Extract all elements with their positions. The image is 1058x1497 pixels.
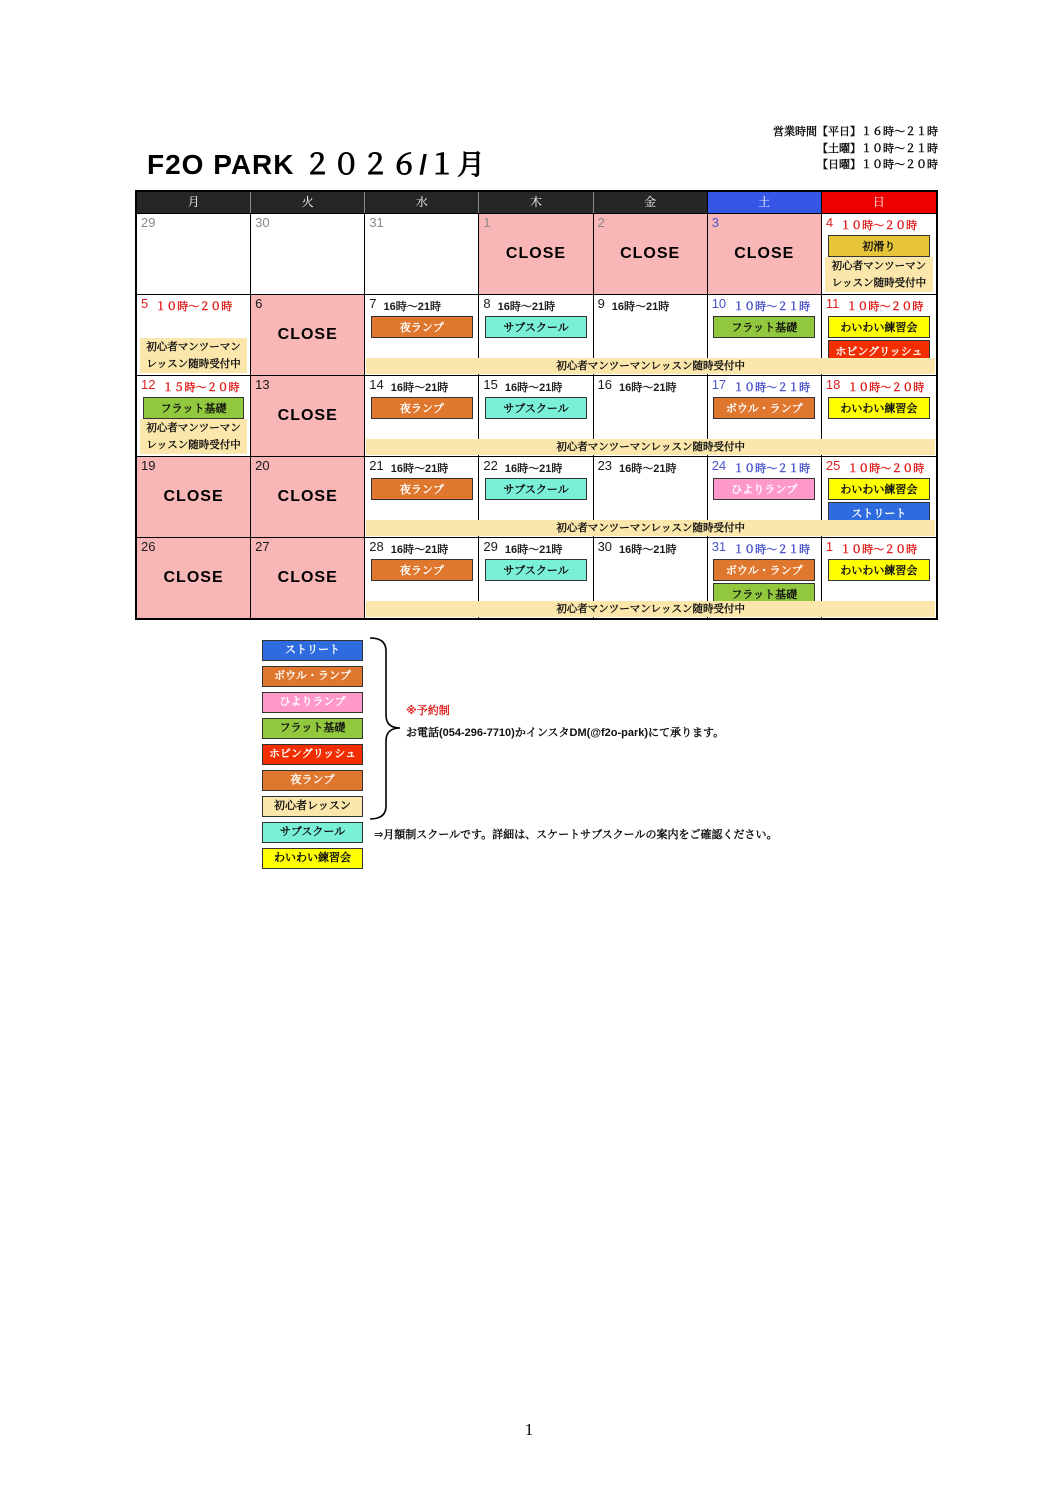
date-cell-top [137,214,250,231]
date-number: 10 [711,296,727,311]
date-number: 18 [825,377,841,392]
legend-item-hoving: ホビングリッシュ [262,744,363,765]
date-number: 6 [255,296,263,311]
date-cell-top [251,376,364,393]
close-label: CLOSE [163,569,224,586]
date-cell-top [365,457,478,476]
event-badge-hiyori: ひよりランプ [713,478,815,500]
event-badge-hatsuberi: 初滑り [828,235,931,257]
date-number: 9 [597,296,605,311]
date-cell-19 [137,457,251,537]
date-number: 15 [483,377,498,392]
calendar-table [135,190,938,620]
date-number: 31 [711,539,727,554]
date-cell-top [137,457,250,474]
event-badge-flat: フラット基礎 [713,583,815,605]
date-cell-3 [708,214,822,294]
weekday-header-saturday: 土 [708,192,822,213]
weekday-header-weekday: 水 [365,192,479,213]
event-badge-flat: フラット基礎 [713,316,815,338]
weekday-header-weekday: 木 [479,192,593,213]
legend-item-waiwai: わいわい練習会 [262,848,363,869]
date-number: 23 [597,458,613,473]
date-cell-top [365,214,478,231]
time-label: 16時〜21時 [619,544,677,556]
time-label: 16時〜21時 [383,301,441,313]
date-number: 26 [141,539,156,554]
calendar-week-row [137,294,936,375]
legend-item-bowl: ボウル・ランプ [262,666,363,687]
date-number: 16 [597,377,613,392]
close-label: CLOSE [277,569,338,586]
time-label: 16時〜21時 [504,382,563,394]
date-cell-top [137,295,250,314]
date-number: 29 [483,539,498,554]
event-badge-subschool: サブスクール [485,397,587,419]
close-label: CLOSE [163,488,224,505]
date-number: 21 [369,458,384,473]
business-hours [773,124,938,174]
subschool-note: ⇒月額制スクールです。詳細は、スケートサブスクールの案内をご確認ください。 [374,829,778,841]
date-cell-13 [251,376,365,456]
legend-item-night: 夜ランプ [262,770,363,791]
beginner-lesson-note: 初心者マンツーマン レッスン随時受付中 [825,257,933,292]
legend-item-hiyori: ひよりランプ [262,692,363,713]
date-cell-top [594,376,707,395]
page-title: F2O PARK ２０２６/１月 [147,149,487,180]
date-cell-top [365,295,478,314]
date-number: 27 [255,539,270,554]
date-number: 7 [369,296,377,311]
event-badge-bowl: ボウル・ランプ [713,397,815,419]
time-label: １０時〜２０時 [155,301,233,313]
date-number: 4 [825,215,834,230]
date-cell-top [708,295,821,314]
date-number: 5 [141,296,149,311]
weekday-header-weekday: 月 [137,192,251,213]
calendar-week-row [137,213,936,294]
date-cell-12 [137,376,251,456]
date-cell-top [479,214,592,231]
event-badge-subschool: サブスクール [485,316,587,338]
time-label: 16時〜21時 [390,382,449,394]
date-number: 17 [711,377,727,392]
date-cell-27 [251,538,365,618]
event-badge-subschool: サブスクール [485,478,587,500]
date-number: 19 [141,458,156,473]
business-hours-sunday: 【日曜】１０時〜２０時 [817,159,938,171]
date-cell-top [594,538,707,557]
date-number: 25 [825,458,841,473]
date-number: 24 [711,458,727,473]
date-cell-top [479,295,592,314]
event-badge-waiwai: わいわい練習会 [828,478,931,500]
event-badge-subschool: サブスクール [485,559,587,581]
date-cell-26 [137,538,251,618]
date-number: 13 [255,377,270,392]
date-cell-top [365,538,478,557]
date-cell-top [137,538,250,555]
date-cell-top [708,376,821,395]
business-hours-weekday: 営業時間【平日】１６時〜２１時 [773,126,938,138]
date-number: 1 [825,539,834,554]
date-cell-31 [365,214,479,294]
time-label: １０時〜２１時 [733,301,811,313]
event-badge-flat: フラット基礎 [143,397,245,419]
time-label: 16時〜21時 [390,463,449,475]
close-label: CLOSE [277,488,338,505]
legend [262,640,363,874]
date-cell-29 [137,214,251,294]
date-cell-top [479,457,592,476]
event-badge-hoving: ホビングリッシュ [828,340,931,362]
time-label: 16時〜21時 [390,544,449,556]
weekday-header-row [137,192,936,213]
weekday-header-sunday: 日 [822,192,936,213]
time-label: １０時〜２１時 [733,544,811,556]
date-number: 11 [825,296,840,311]
time-label: １０時〜２０時 [847,463,925,475]
time-label: 16時〜21時 [611,301,670,313]
beginner-lesson-note: 初心者マンツーマン レッスン随時受付中 [140,338,247,373]
date-cell-top [822,538,936,557]
beginner-lesson-span-note: 初心者マンツーマンレッスン随時受付中 [366,358,935,374]
date-cell-6 [251,295,365,375]
date-cell-4 [822,214,936,294]
date-number: 31 [369,215,384,230]
time-label: １０時〜２１時 [733,382,811,394]
date-number: 1 [483,215,491,230]
calendar-week-row [137,537,936,618]
time-label: １０時〜２０時 [840,220,918,232]
date-cell-1 [479,214,593,294]
date-cell-top [822,457,936,476]
date-cell-top [479,376,592,395]
date-number: 30 [597,539,613,554]
time-label: １０時〜２０時 [847,382,925,394]
weekday-header-weekday: 金 [594,192,708,213]
time-label: １５時〜２０時 [162,382,240,394]
date-number: 14 [369,377,384,392]
beginner-lesson-span-note: 初心者マンツーマンレッスン随時受付中 [366,439,935,455]
date-number: 28 [369,539,384,554]
date-cell-top [251,295,364,312]
date-cell-top [822,295,936,314]
time-label: １０時〜２０時 [840,544,918,556]
close-label: CLOSE [277,326,338,343]
weekday-header-weekday: 火 [251,192,365,213]
date-number: 12 [141,377,156,392]
legend-item-flat: フラット基礎 [262,718,363,739]
event-badge-waiwai: わいわい練習会 [828,397,931,419]
legend-item-street: ストリート [262,640,363,661]
date-number: 22 [483,458,498,473]
business-hours-saturday: 【土曜】１０時〜２１時 [817,142,938,155]
time-label: 16時〜21時 [619,463,677,475]
close-label: CLOSE [620,245,681,262]
date-cell-top [365,376,478,395]
reservation-note [406,702,866,740]
event-badge-night: 夜ランプ [371,316,473,338]
time-label: １０時〜２１時 [733,463,811,475]
date-cell-top [822,376,936,395]
event-badge-night: 夜ランプ [371,478,473,500]
date-cell-top [708,214,821,231]
close-label: CLOSE [505,245,567,262]
date-number: 29 [141,215,156,230]
beginner-lesson-note: 初心者マンツーマン レッスン随時受付中 [140,419,247,454]
time-label: 16時〜21時 [619,382,677,394]
date-cell-5 [137,295,251,375]
date-number: 3 [711,215,719,230]
time-label: 16時〜21時 [497,301,556,313]
date-cell-top [594,295,707,314]
date-cell-top [251,538,364,555]
event-badge-night: 夜ランプ [371,397,473,419]
date-cell-top [708,457,821,476]
beginner-lesson-span-note: 初心者マンツーマンレッスン随時受付中 [366,520,935,536]
reservation-note-title: ※予約制 [406,705,450,717]
event-badge-waiwai: わいわい練習会 [828,316,931,338]
page-number: 1 [524,1420,534,1439]
beginner-lesson-span-note: 初心者マンツーマンレッスン随時受付中 [366,601,935,617]
date-cell-top [251,214,364,231]
date-cell-top [594,214,707,231]
legend-item-subschool: サブスクール [262,822,363,843]
date-number: 30 [255,215,270,230]
close-label: CLOSE [277,407,338,424]
date-cell-30 [251,214,365,294]
date-cell-top [822,214,936,233]
date-cell-top [251,457,364,474]
calendar-week-row [137,375,936,456]
date-cell-20 [251,457,365,537]
time-label: 16時〜21時 [504,463,563,475]
event-badge-waiwai: わいわい練習会 [828,559,931,581]
event-badge-street: ストリート [828,502,931,524]
time-label: 16時〜21時 [504,544,563,556]
legend-item-beginner: 初心者レッスン [262,796,363,817]
date-number: 20 [255,458,270,473]
date-cell-top [594,457,707,476]
date-cell-top [479,538,592,557]
event-badge-bowl: ボウル・ランプ [713,559,815,581]
calendar-week-row [137,456,936,537]
date-cell-top [137,376,250,395]
date-cell-top [708,538,821,557]
close-label: CLOSE [734,245,795,262]
time-label: １０時〜２０時 [846,301,924,313]
date-cell-2 [594,214,708,294]
event-badge-night: 夜ランプ [371,559,473,581]
reservation-note-body: お電話(054-296-7710)かインスタDM(@f2o-park)にて承ります。 [406,727,725,739]
date-number: 2 [597,215,605,230]
date-number: 8 [483,296,491,311]
